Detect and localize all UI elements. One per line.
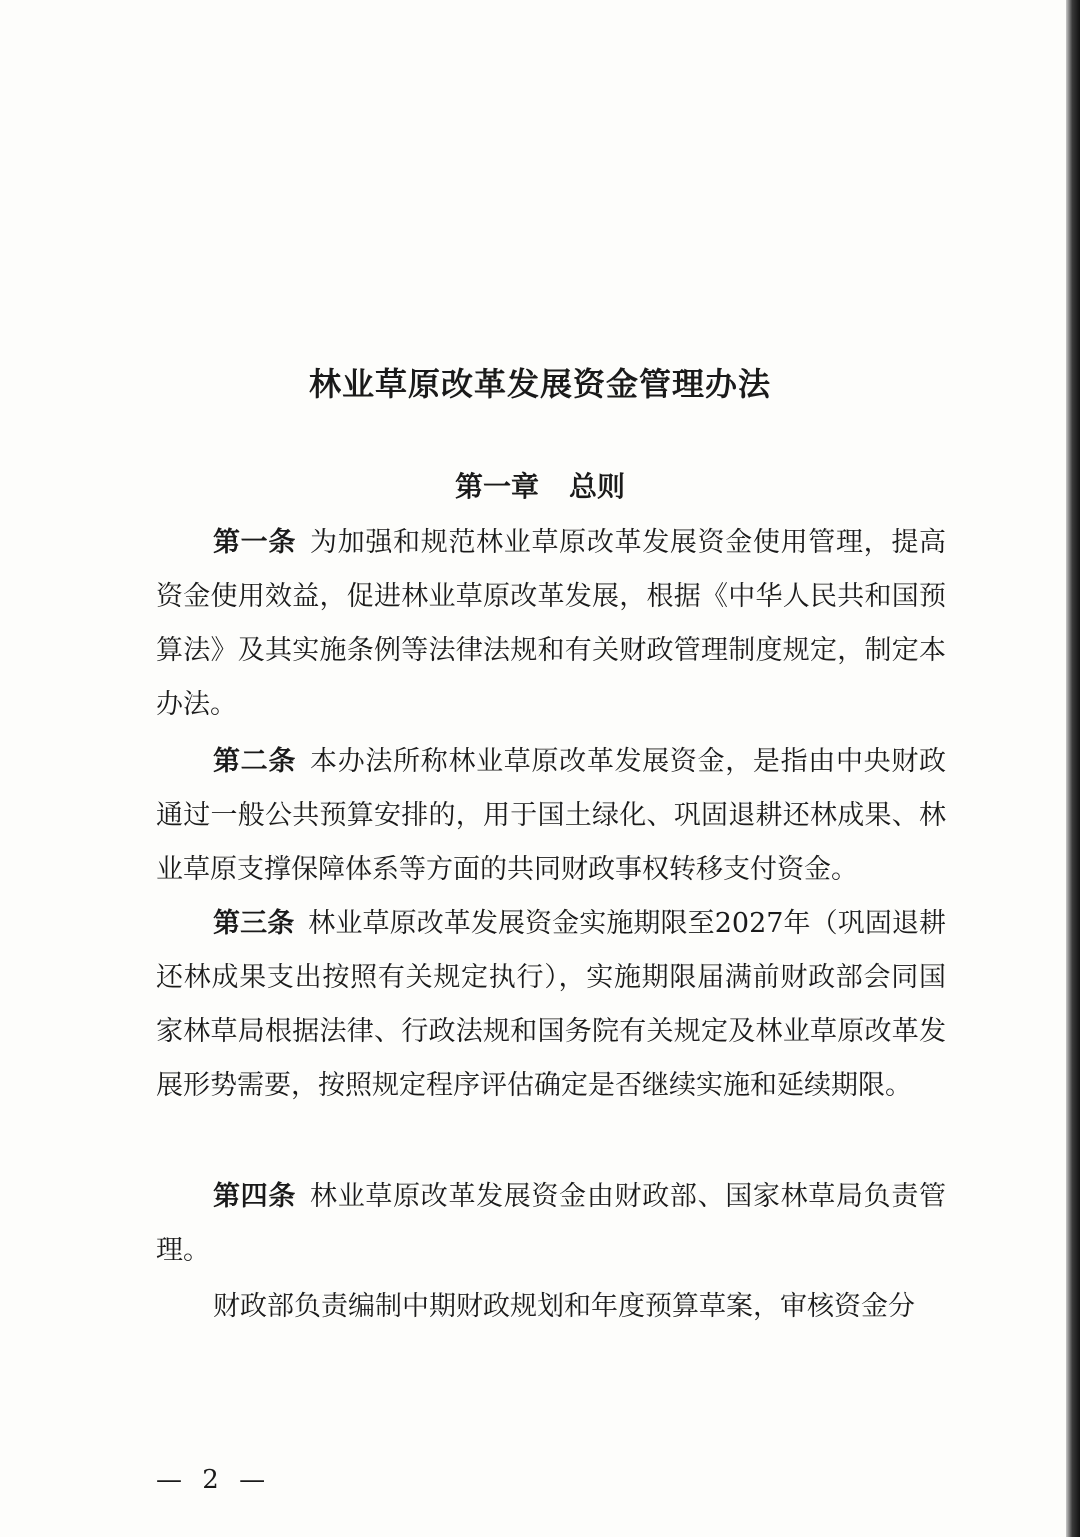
article-text: 为加强和规范林业草原改革发展资金使用管理，提高资金使用效益，促进林业草原改革发展，根据《中华人民共和国预算法》及其实施条例等法律法规和有关财政管理制度规定，制定本办法。 [156,527,947,720]
article-text: 林业草原改革发展资金实施期限至2027年（巩固退耕还林成果支出按照有关规定执行），实施期限届满前财政部会同国家林草局根据法律、行政法规和国务院有关规定及林业草原改革发展形势需要，按照规定程序评估确定是否继续实施和延续期限。 [156,908,947,1101]
chapter-name: 总则 [569,470,626,503]
chapter-heading [0,465,1080,505]
article-text: 林业草原改革发展资金由财政部、国家林草局负责管理。 [156,1181,947,1266]
article-4 [156,1170,946,1278]
article-text: 本办法所称林业草原改革发展资金，是指由中央财政通过一般公共预算安排的，用于国土绿化、巩固退耕还林成果、林业草原支撑保障体系等方面的共同财政事权转移支付资金。 [156,746,947,885]
chapter-number: 第一章 [454,470,539,503]
article-3 [156,897,946,1113]
document-title: 林业草原改革发展资金管理办法 [308,365,771,404]
article-label: 第四条 [213,1181,297,1212]
article-label: 第一条 [213,527,297,558]
article-label: 第三条 [213,908,295,939]
scan-edge-shadow [1066,0,1080,1537]
body-paragraph: 财政部负责编制中期财政规划和年度预算草案，审核资金分 [213,1291,915,1322]
article-1 [156,516,946,732]
page-number: — 2 — [156,1465,272,1495]
article-2 [156,735,946,897]
article-label: 第二条 [213,746,297,777]
